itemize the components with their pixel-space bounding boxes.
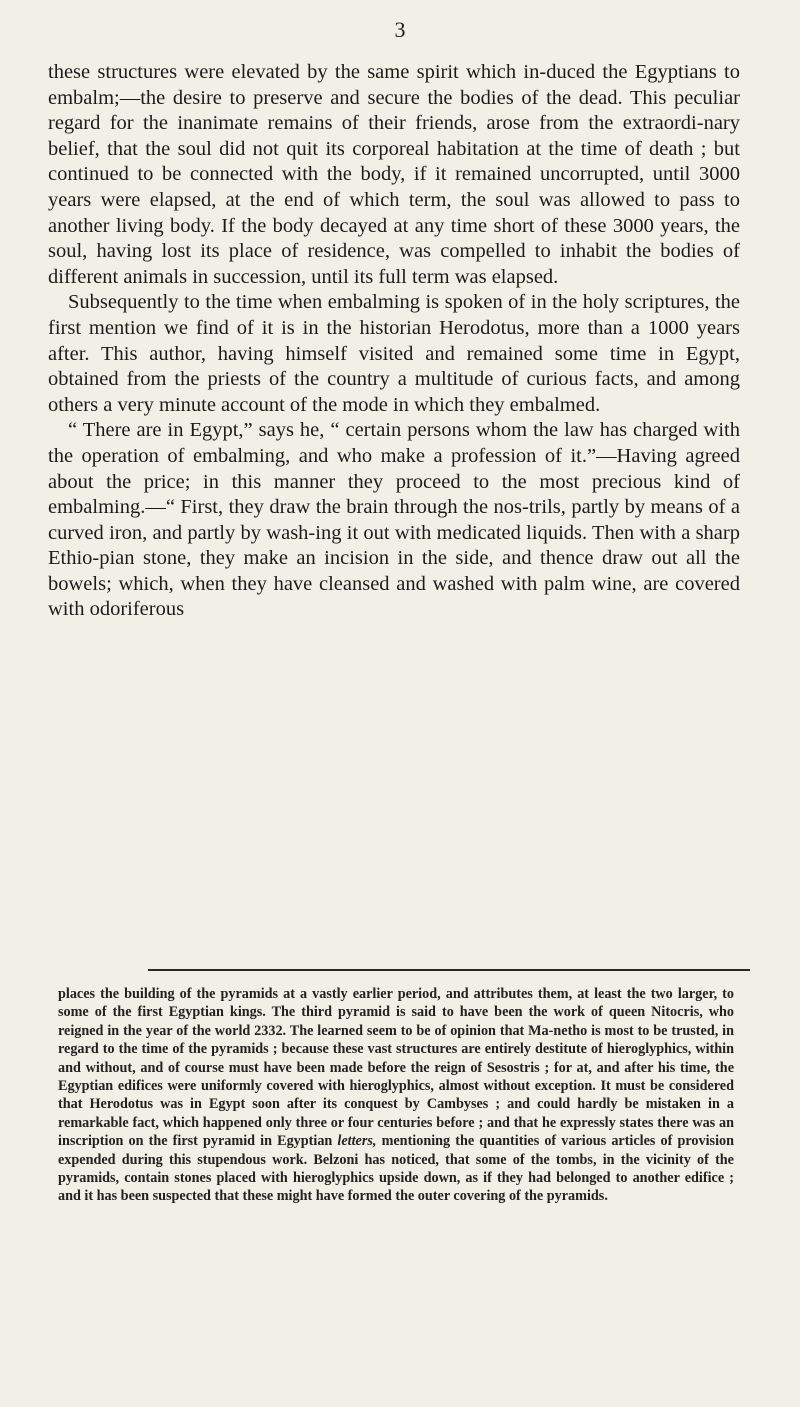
footnote-italic-word: letters, [337,1133,377,1150]
footnote-divider [148,969,750,973]
paragraph-3: “ There are in Egypt,” says he, “ certain persons whom the law has charged with the operation of embalming, and who make a profession of it.”—Having agreed about the price; in this manner they proceed to the most precious kind of embalming.—“ First, they draw the brain through the nos-trils, partly by means of a curved iron, and partly by wash-ing it out with medicated liquids. Then with a sharp Ethio-pian stone, they make an incision in the side, and thence draw out all the bowels; which, when they have cleansed and washed with palm wine, are covered with odoriferous [48,419,740,621]
main-text [48,60,740,623]
paragraph-2: Subsequently to the time when embalming is spoken of in the holy scriptures, the first mention we find of it is in the historian Herodotus, more than a 1000 years after. This author, having himself visited and remained some time in Egypt, obtained from the priests of the country a multitude of curious facts, and among others a very minute account of the mode in which they embalmed. [48,291,740,416]
footnote [58,985,734,1206]
page-number: 3 [394,17,406,42]
footnote-paragraph [58,985,734,1206]
divider-line [148,969,750,971]
footnote-text-2: mentioning the quantities of various articles of provision expended during this stupendous work. Belzoni has noticed, that some of the tombs, in the vicinity of the pyramids, contain stones placed with hieroglyphics upside down, as if they had belonged to another edifice ; and it has been suspected that these might have formed the outer covering of the pyramids. [58,1133,734,1205]
paragraph-1: these structures were elevated by the same spirit which in-duced the Egyptians to embalm;—the desire to preserve and secure the bodies of the dead. This peculiar regard for the inanimate remains of their friends, arose from the extraordi-nary belief, that the soul did not quit its corporeal habitation at the time of death ; but continued to be connected with the body, if it remained uncorrupted, until 3000 years were elapsed, at the end of which term, the soul was allowed to pass to another living body. If the body decayed at any time short of these 3000 years, the soul, having lost its place of residence, was compelled to inhabit the bodies of different animals in succession, until its full term was elapsed. [48,61,740,288]
footnote-text-1: places the building of the pyramids at a vastly earlier period, and attributes them, at least the two larger, to some of the first Egyptian kings. The third pyramid is said to have been the work of queen Nitocris, who reigned in the year of the world 2332. The learned seem to be of opinion that Ma-netho is most to be trusted, in regard to the time of the pyramids ; because these vast structures are entirely destitute of hieroglyphics, within and without, and of course must have been made before the reign of Sesostris ; for at, and after his time, the Egyptian edifices were uniformly covered with hieroglyphics, almost without exception. It must be considered that Herodotus was in Egypt soon after its conquest by Cambyses ; and could hardly be mistaken in a remarkable fact, which happened only three or four centuries before ; and that he expressly states there was an inscription on the first pyramid in Egyptian [58,986,734,1150]
